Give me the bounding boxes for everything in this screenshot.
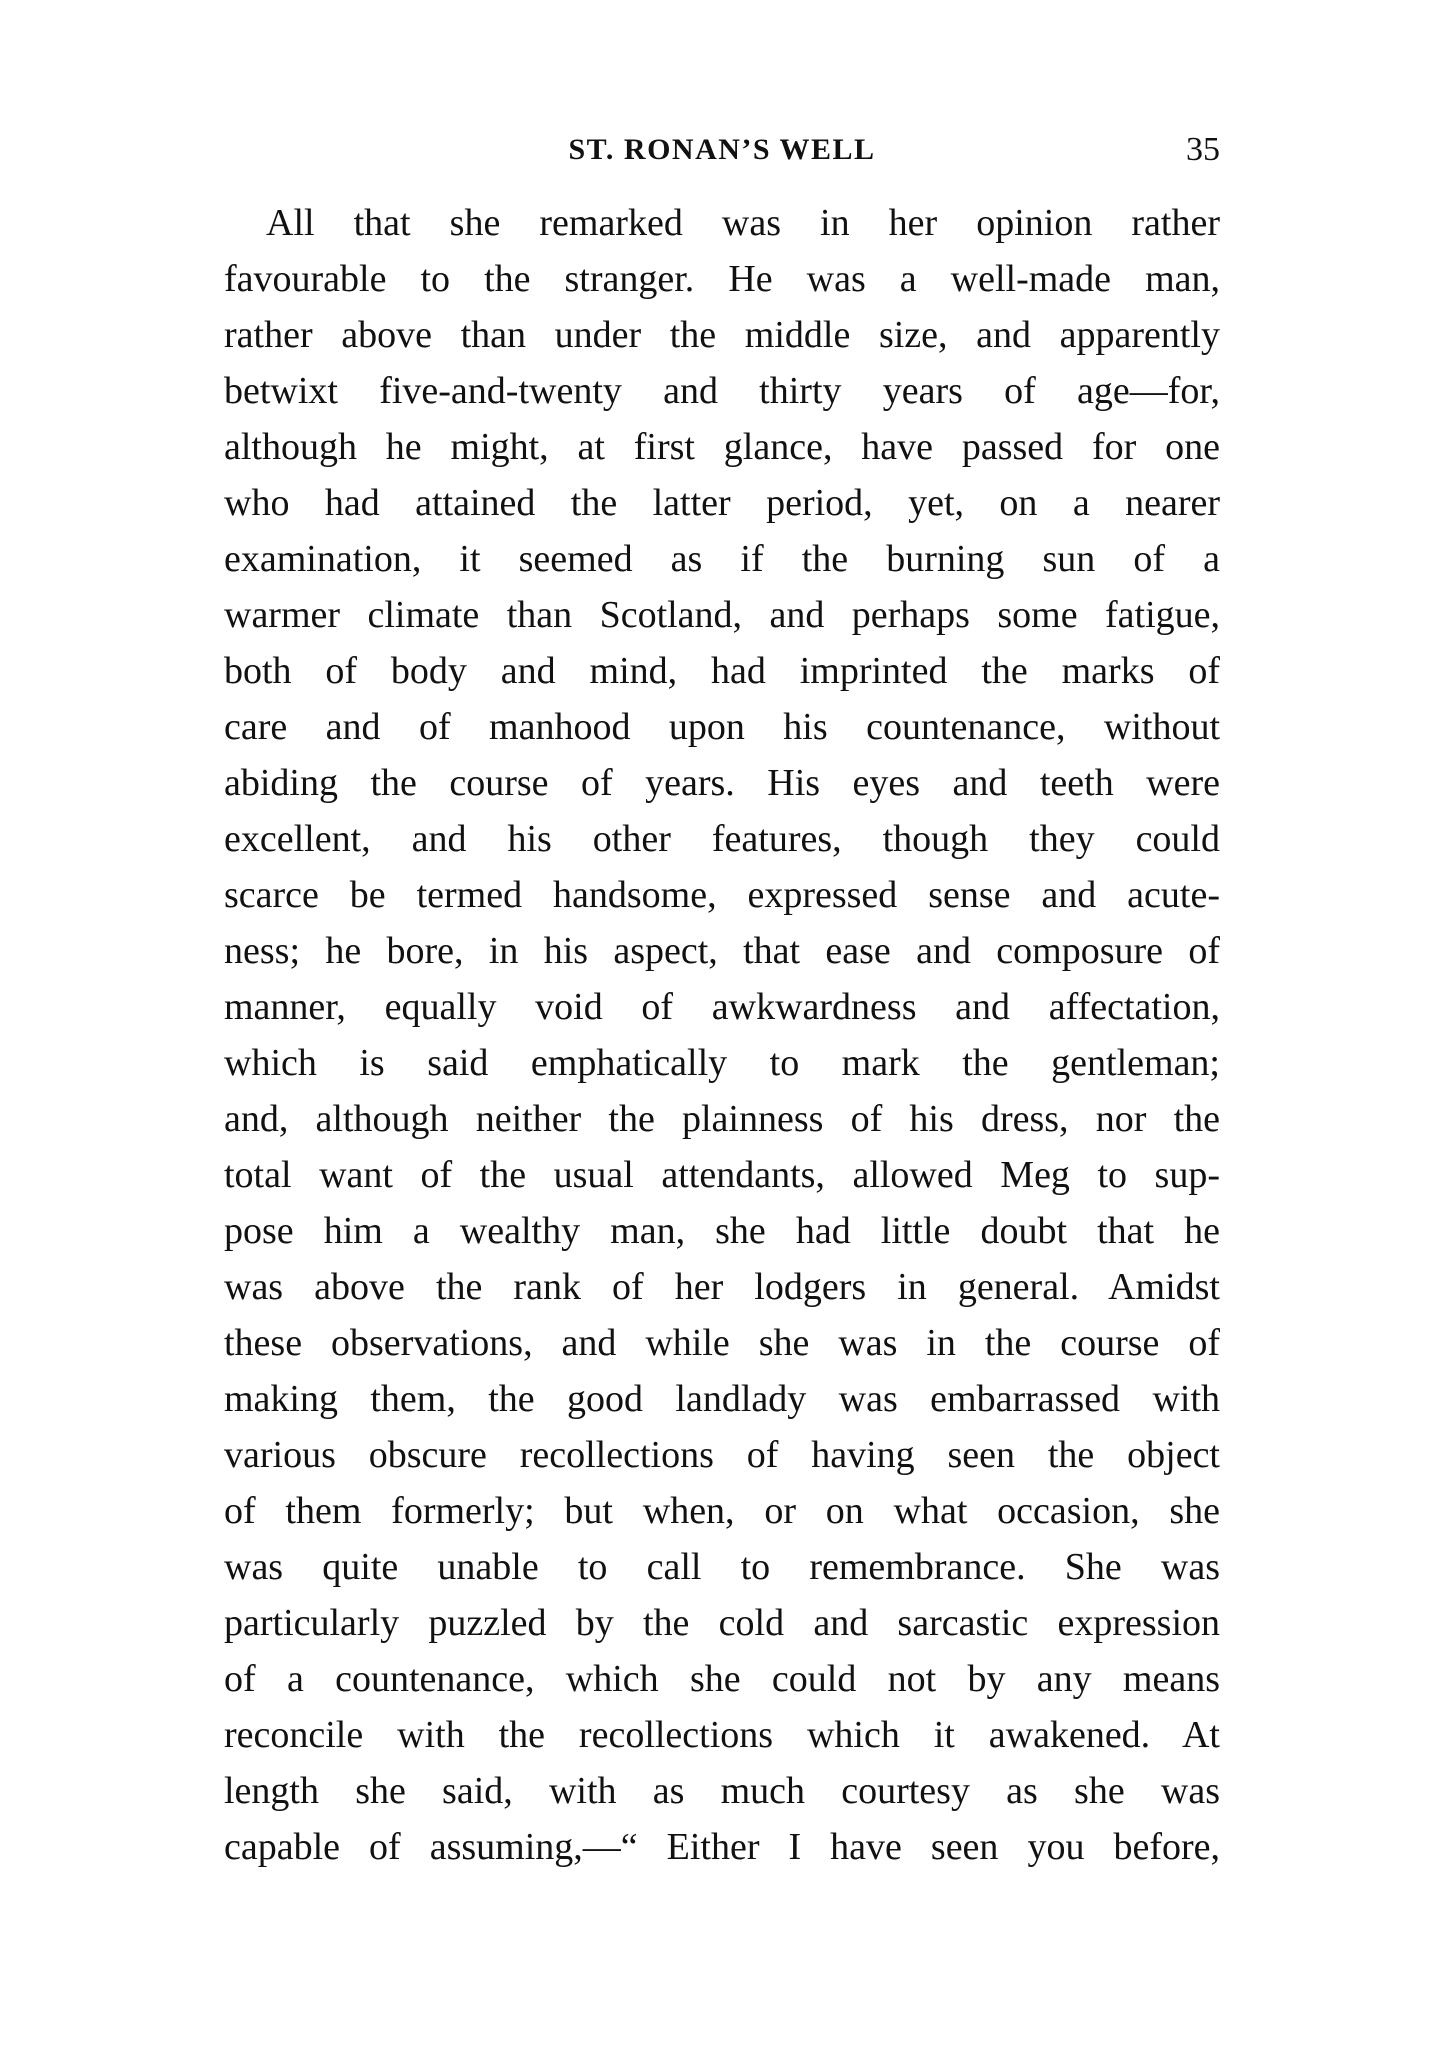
text-line: various obscure recollections of having seen the object [224,1434,1220,1476]
text-line: these observations, and while she was in the course of [224,1322,1220,1364]
text-line: was above the rank of her lodgers in general. Amidst [224,1266,1220,1308]
text-line: warmer climate than Scotland, and perhaps some fatigue, [224,594,1220,636]
text-line: of them formerly; but when, or on what occasion, she [224,1490,1220,1532]
page-number: 35 [1186,131,1220,168]
text-line: betwixt five-and-twenty and thirty years of age—for, [224,370,1220,412]
text-line: particularly puzzled by the cold and sarcastic expression [224,1602,1220,1644]
running-title: ST. RONAN’S WELL [568,133,876,166]
body-text [224,195,1220,1875]
text-line: excellent, and his other features, though they could [224,818,1220,860]
text-line: rather above than under the middle size, and apparently [224,314,1220,356]
text-line: examination, it seemed as if the burning sun of a [224,538,1220,580]
text-line: making them, the good landlady was embarrassed with [224,1378,1220,1420]
text-line: although he might, at first glance, have passed for one [224,426,1220,468]
text-line: who had attained the latter period, yet, on a nearer [224,482,1220,524]
text-line: manner, equally void of awkwardness and affectation, [224,986,1220,1028]
text-line: was quite unable to call to remembrance. She was [224,1546,1220,1588]
text-line: which is said emphatically to mark the gentleman; [224,1042,1220,1084]
text-line: abiding the course of years. His eyes and teeth were [224,762,1220,804]
text-line: total want of the usual attendants, allowed Meg to sup- [224,1154,1220,1196]
text-line: both of body and mind, had imprinted the marks of [224,650,1220,692]
text-line: pose him a wealthy man, she had little doubt that he [224,1210,1220,1252]
text-line: scarce be termed handsome, expressed sense and acute- [224,874,1220,916]
text-line: reconcile with the recollections which it awakened. At [224,1714,1220,1756]
text-line: length she said, with as much courtesy as she was [224,1770,1220,1812]
text-line: capable of assuming,—“ Either I have seen you before, [224,1826,1220,1868]
text-line: care and of manhood upon his countenance, without [224,706,1220,748]
text-line: All that she remarked was in her opinion rather [266,202,1220,244]
text-line: of a countenance, which she could not by any means [224,1658,1220,1700]
text-line: ness; he bore, in his aspect, that ease and composure of [224,930,1220,972]
running-head [224,128,1220,172]
text-line: favourable to the stranger. He was a well-made man, [224,258,1220,300]
text-line: and, although neither the plainness of his dress, nor the [224,1098,1220,1140]
